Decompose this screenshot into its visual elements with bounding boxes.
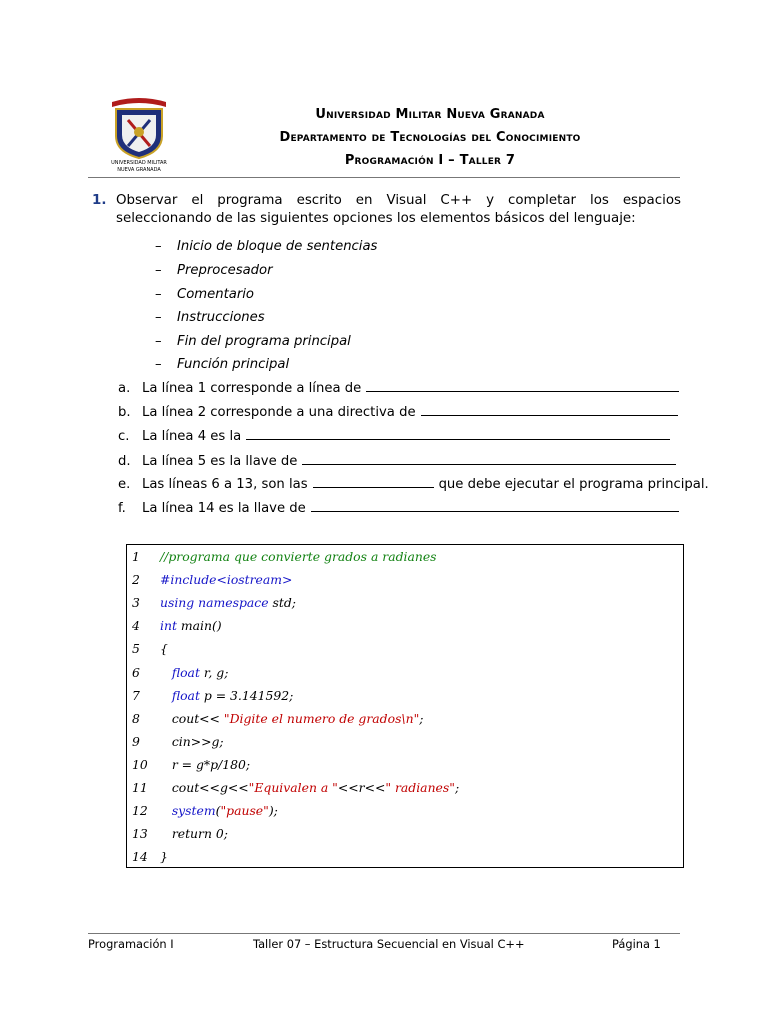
answer-blank[interactable] — [246, 426, 670, 440]
footer-divider — [88, 933, 680, 934]
code-token: ; — [419, 710, 424, 726]
option-item — [155, 238, 377, 256]
code-token: float — [171, 687, 200, 703]
answer-item — [118, 402, 678, 420]
answer-text: La línea 5 es la llave de — [142, 454, 298, 469]
department-name: Departamento de Tecnologías del Conocimiento — [279, 130, 581, 145]
code-token — [160, 688, 172, 703]
code-token: { — [160, 641, 168, 657]
line-number: 1 — [132, 549, 140, 564]
svg-text:UNIVERSIDAD MILITAR: UNIVERSIDAD MILITAR — [111, 160, 167, 166]
answer-text-after: que debe ejecutar el programa principal. — [438, 477, 709, 492]
code-token: cout<< — [160, 710, 224, 726]
code-token: p = 3.141592; — [199, 687, 294, 703]
option-item — [155, 262, 273, 280]
code-token: } — [160, 849, 168, 865]
code-token: r = g*p/180; — [160, 756, 251, 772]
option-item — [155, 333, 351, 351]
answer-blank[interactable] — [313, 474, 434, 488]
answer-letter: c. — [118, 429, 130, 444]
code-token: ); — [268, 803, 278, 819]
answer-item — [118, 378, 679, 396]
answer-blank[interactable] — [421, 402, 678, 416]
line-number: 14 — [132, 849, 148, 865]
svg-text:NUEVA GRANADA: NUEVA GRANADA — [117, 167, 161, 173]
answer-item — [118, 474, 709, 492]
question-number: 1. — [92, 193, 107, 208]
code-text — [160, 663, 228, 683]
code-text — [160, 686, 293, 706]
code-token: ( — [215, 803, 221, 819]
code-token: float — [171, 664, 200, 680]
answer-letter: a. — [118, 381, 131, 396]
code-token: ; — [454, 780, 460, 795]
option-dash: – — [155, 239, 162, 254]
line-number: 12 — [132, 803, 148, 819]
answer-item — [118, 451, 676, 469]
line-number: 8 — [132, 710, 140, 726]
code-token: using namespace — [160, 595, 269, 611]
option-text: Preprocesador — [177, 263, 273, 278]
line-number: 4 — [132, 618, 140, 634]
footer-title: Taller 07 – Estructura Secuencial en Visual C++ — [253, 937, 525, 951]
line-number: 2 — [132, 572, 140, 588]
answer-letter: e. — [118, 477, 131, 492]
option-item — [155, 309, 265, 327]
code-listing — [126, 544, 684, 868]
footer-page: Página 1 — [612, 937, 661, 951]
code-text — [160, 801, 278, 821]
course-title: Programación I – Taller 7 — [344, 153, 516, 168]
code-token: return 0; — [160, 826, 228, 842]
answer-text: La línea 2 corresponde a una directiva de — [142, 405, 416, 420]
code-text — [160, 755, 250, 775]
code-text — [160, 709, 423, 729]
line-number: 11 — [132, 780, 148, 795]
code-token: "pause" — [220, 803, 269, 819]
code-text — [160, 824, 228, 844]
option-dash: – — [155, 263, 162, 278]
code-text — [160, 547, 437, 567]
line-number: 5 — [132, 641, 140, 657]
code-token: <<r<< — [337, 780, 386, 795]
document-header — [180, 103, 680, 172]
line-number: 13 — [132, 826, 148, 842]
code-token: main() — [176, 618, 222, 634]
option-dash: – — [155, 334, 162, 349]
code-text — [160, 732, 224, 752]
code-text — [160, 593, 296, 613]
answer-text: Las líneas 6 a 13, son las — [142, 477, 308, 492]
code-text — [160, 639, 168, 659]
answer-text: La línea 14 es la llave de — [142, 501, 306, 516]
answer-text: La línea 4 es la — [142, 429, 242, 444]
answer-letter: b. — [118, 405, 131, 420]
option-text: Fin del programa principal — [177, 334, 351, 349]
code-token: cout<<g<< — [160, 780, 249, 795]
option-text: Inicio de bloque de sentencias — [177, 239, 378, 254]
line-number: 9 — [132, 733, 140, 749]
code-token — [160, 665, 172, 680]
code-token — [160, 803, 172, 818]
answer-text: La línea 1 corresponde a línea de — [142, 381, 362, 396]
footer-course: Programación I — [88, 937, 174, 951]
option-item — [155, 356, 289, 374]
code-token: "Equivalen a " — [248, 780, 338, 795]
answer-blank[interactable] — [366, 378, 679, 392]
code-token: //programa que convierte grados a radianes — [160, 549, 437, 564]
code-token: cin>>g; — [160, 733, 224, 749]
line-number: 10 — [132, 756, 148, 772]
question-text: Observar el programa escrito en Visual C++ y completar los espacios seleccionando de las siguientes opciones los elementos básicos del lenguaje: — [116, 193, 681, 226]
line-number: 3 — [132, 595, 140, 611]
code-text — [160, 847, 168, 867]
answer-blank[interactable] — [311, 498, 679, 512]
code-token: #include<iostream> — [160, 572, 293, 588]
option-item — [155, 286, 254, 304]
line-number: 6 — [132, 664, 140, 680]
option-text: Función principal — [177, 357, 290, 372]
answer-blank[interactable] — [302, 451, 676, 465]
code-token: std; — [268, 595, 296, 611]
code-token: " radianes" — [385, 780, 455, 795]
answer-item — [118, 426, 670, 444]
option-text: Instrucciones — [177, 310, 265, 325]
university-logo — [108, 96, 170, 174]
code-token: system — [171, 803, 216, 819]
answer-letter: f. — [118, 501, 126, 516]
code-text — [160, 778, 459, 798]
university-name: Universidad Militar Nueva Granada — [315, 107, 545, 122]
header-divider — [88, 177, 680, 178]
option-dash: – — [155, 357, 162, 372]
code-token: "Digite el numero de grados\n" — [223, 710, 420, 726]
option-dash: – — [155, 287, 162, 302]
option-dash: – — [155, 310, 162, 325]
answer-letter: d. — [118, 454, 131, 469]
code-token: int — [160, 618, 177, 634]
answer-item — [118, 498, 679, 516]
line-number: 7 — [132, 687, 140, 703]
code-token: r, g; — [199, 664, 229, 680]
option-text: Comentario — [177, 287, 255, 302]
code-text — [160, 616, 222, 636]
code-text — [160, 570, 292, 590]
